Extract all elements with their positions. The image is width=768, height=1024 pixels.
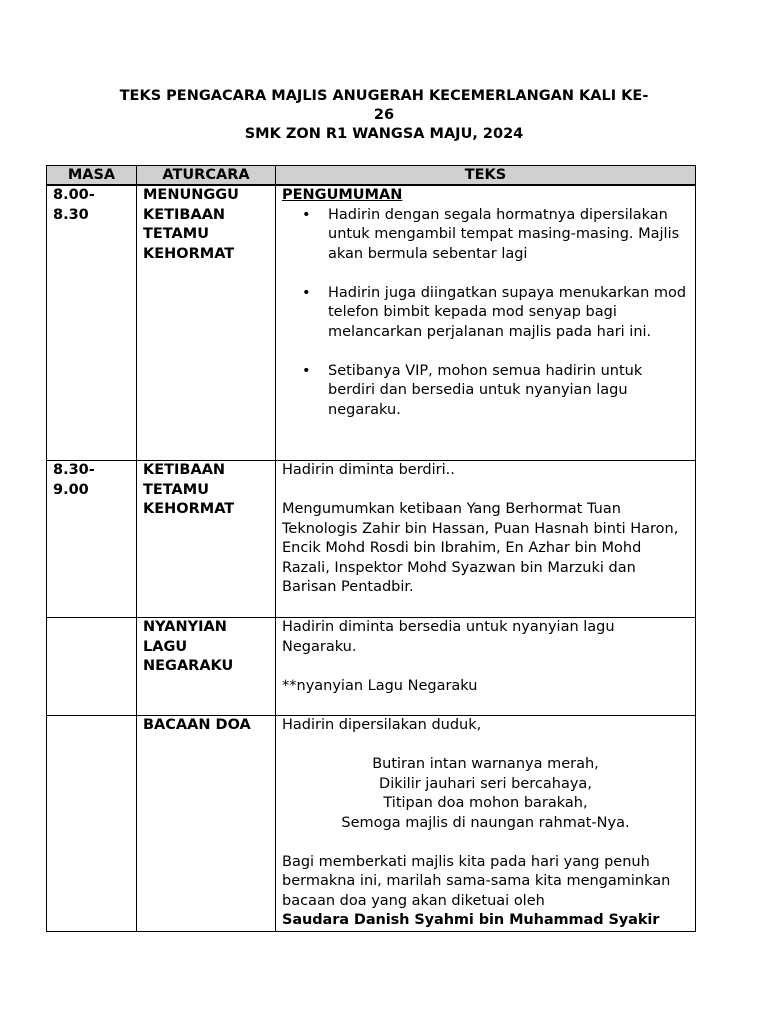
teks-cell — [276, 716, 696, 932]
aturcara-text: NYANYIAN LAGU NEGARAKU — [143, 619, 234, 674]
verse-line: Semoga majlis di naungan rahmat-Nya. — [341, 814, 630, 831]
aturcara-cell — [137, 185, 276, 461]
aturcara-text: KETIBAAN TETAMU KEHORMAT — [143, 462, 235, 517]
announcement-list — [282, 206, 689, 421]
aturcara-cell — [137, 716, 276, 932]
table-row — [47, 618, 696, 716]
bullet-dot-icon: • — [302, 362, 311, 379]
masa-cell — [47, 185, 137, 461]
verse-line: Butiran intan warnanya merah, — [372, 756, 599, 772]
aturcara-cell — [137, 618, 276, 716]
agenda-table — [46, 165, 696, 932]
list-item-text: Hadirin dengan segala hormatnya dipersilakan untuk mengambil tempat masing-masing. Majlis akan bermula sebentar lagi — [328, 206, 680, 262]
masa-text: 8.00- 8.30 — [53, 187, 95, 223]
teks-cell — [276, 461, 696, 618]
teks-paragraph: Hadirin diminta berdiri.. — [282, 462, 455, 478]
list-item — [282, 284, 689, 343]
list-item — [282, 206, 689, 265]
document-title — [100, 87, 668, 144]
list-item — [282, 362, 689, 421]
column-header-teks: TEKS — [276, 166, 696, 186]
aturcara-text: MENUNGGU KETIBAAN TETAMU KEHORMAT — [143, 187, 239, 262]
table-header-row — [47, 166, 696, 186]
column-header-masa: MASA — [47, 166, 137, 186]
reciter-name: Saudara Danish Syahmi bin Muhammad Syakir — [282, 912, 660, 928]
teks-paragraph: Bagi memberkati majlis kita pada hari yang penuh bermakna ini, marilah sama-sama kita mengaminkan bacaan doa yang akan diketuai oleh — [282, 853, 671, 909]
title-line-2: 26 — [373, 107, 395, 123]
teks-paragraph: Hadirin dipersilakan duduk, — [282, 717, 482, 733]
list-item-text: Hadirin juga diingatkan supaya menukarkan mod telefon bimbit kepada mod senyap bagi melancarkan perjalanan majlis pada hari ini. — [328, 284, 687, 340]
teks-paragraph: Mengumumkan ketibaan Yang Berhormat Tuan Teknologis Zahir bin Hassan, Puan Hasnah binti Haron, Encik Mohd Rosdi bin Ibrahim, En Azhar bin Mohd Razali, Inspektor Mohd Syazwan bin Marzuki dan Barisan Pentadbir. — [282, 501, 679, 595]
teks-cell — [276, 185, 696, 461]
aturcara-text: BACAAN DOA — [143, 717, 251, 733]
announcement-heading: PENGUMUMAN — [282, 187, 403, 203]
masa-cell — [47, 618, 137, 716]
teks-paragraph: **nyanyian Lagu Negaraku — [282, 677, 478, 694]
list-item-text: Setibanya VIP, mohon semua hadirin untuk berdiri dan bersedia untuk nyanyian lagu negaraku. — [328, 362, 643, 418]
title-line-3: SMK ZON R1 WANGSA MAJU, 2024 — [244, 126, 524, 142]
bullet-dot-icon: • — [302, 284, 311, 301]
title-line-1: TEKS PENGACARA MAJLIS ANUGERAH KECEMERLANGAN KALI KE- — [119, 88, 649, 104]
table-row — [47, 461, 696, 618]
masa-text: 8.30- 9.00 — [53, 462, 95, 498]
pantun-verse — [282, 755, 689, 833]
masa-cell — [47, 461, 137, 618]
verse-line: Titipan doa mohon barakah, — [383, 795, 588, 811]
aturcara-cell — [137, 461, 276, 618]
column-header-aturcara: ATURCARA — [137, 166, 276, 186]
teks-cell — [276, 618, 696, 716]
table-row — [47, 716, 696, 932]
masa-cell — [47, 716, 137, 932]
teks-paragraph: Hadirin diminta bersedia untuk nyanyian lagu Negaraku. — [282, 619, 615, 655]
table-row — [47, 185, 696, 461]
bullet-dot-icon: • — [302, 206, 311, 223]
verse-line: Dikilir jauhari seri bercahaya, — [379, 775, 592, 792]
